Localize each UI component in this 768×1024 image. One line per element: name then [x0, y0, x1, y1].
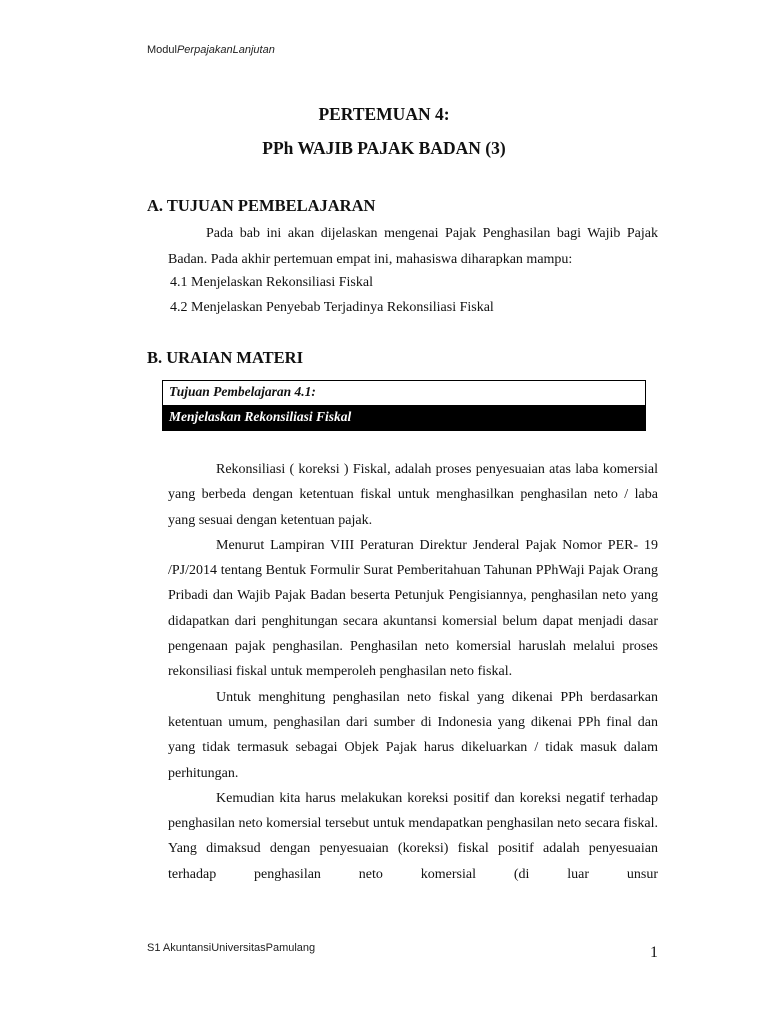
section-a-intro: Pada bab ini akan dijelaskan mengenai Pajak Penghasilan bagi Wajib Pajak Badan. Pada akhir pertemuan empat ini, mahasiswa diharapkan mampu:: [168, 226, 658, 267]
page-number: 1: [650, 944, 658, 961]
learning-objective-label: Tujuan Pembelajaran 4.1:: [169, 384, 316, 399]
header-modul: Modul: [147, 44, 177, 56]
material-body: [168, 457, 658, 887]
running-header: [147, 44, 275, 56]
learning-objective-topic: Menjelaskan Rekonsiliasi Fiskal: [163, 405, 645, 430]
paragraph-3: Untuk menghitung penghasilan neto fiskal yang dikenai PPh berdasarkan ketentuan umum, penghasilan dari sumber di Indonesia yang dikenai PPh final dan yang tidak termasuk sebagai Objek Pajak harus dikeluarkan / tidak masuk dalam perhitungan.: [168, 689, 658, 781]
goal-item-2: 4.2 Menjelaskan Penyebab Terjadinya Rekonsiliasi Fiskal: [170, 300, 494, 315]
page-title-line2: PPh WAJIB PAJAK BADAN (3): [262, 138, 506, 158]
paragraph-4: Kemudian kita harus melakukan koreksi positif dan koreksi negatif terhadap penghasilan neto komersial tersebut untuk mendapatkan penghasilan neto secara fiskal. Yang dimaksud dengan penyesuaian (koreksi) fiskal positif adalah penyesuaian terhadap penghasilan neto komersial (di luar unsur: [168, 790, 658, 882]
section-a-heading: A. TUJUAN PEMBELAJARAN: [147, 196, 376, 215]
section-b-heading: B. URAIAN MATERI: [147, 348, 303, 367]
learning-objective-box: [162, 380, 646, 431]
paragraph-2: Menurut Lampiran VIII Peraturan Direktur Jenderal Pajak Nomor PER- 19 /PJ/2014 tentang Bentuk Formulir Surat Pemberitahuan Tahunan PPhWaji Pajak Orang Pribadi dan Wajib Pajak Badan beserta Petunjuk Pengisiannya, penghasilan neto yang didapatkan dari penghitungan secara akuntansi komersial belum dapat menjadi dasar pengenaan pajak penghasilan. Penghasilan neto komersial haruslah melalui proses rekonsiliasi fiskal untuk memperoleh penghasilan neto fiskal.: [168, 537, 658, 680]
header-course: PerpajakanLanjutan: [176, 44, 275, 56]
goal-item-1: 4.1 Menjelaskan Rekonsiliasi Fiskal: [170, 275, 373, 290]
page-title-line1: PERTEMUAN 4:: [318, 104, 450, 124]
running-footer: S1 AkuntansiUniversitasPamulang: [147, 942, 316, 954]
paragraph-1: Rekonsiliasi ( koreksi ) Fiskal, adalah proses penyesuaian atas laba komersial yang berbeda dengan ketentuan fiskal untuk menghasilkan penghasilan neto / laba yang sesuai dengan ketentuan pajak.: [168, 462, 658, 528]
